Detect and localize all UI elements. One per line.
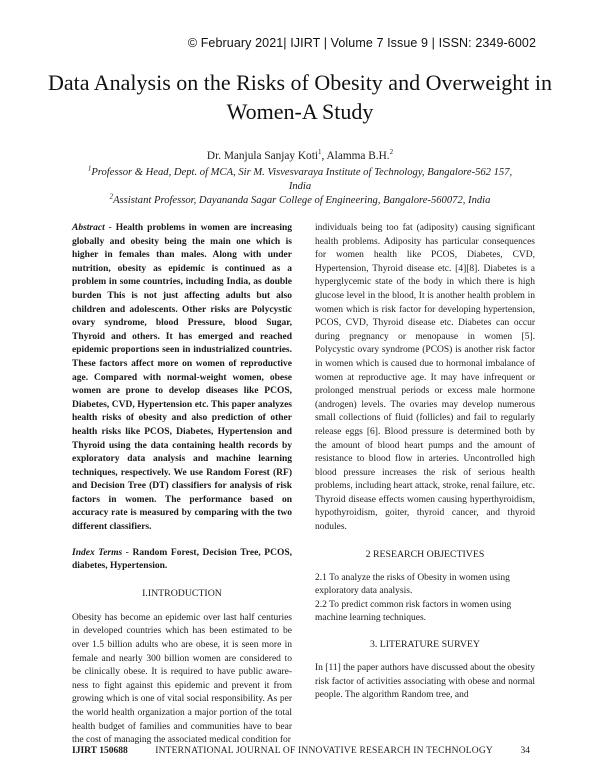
page-number: 34 <box>520 746 530 756</box>
abstract-text: Health problems in women are increasing globally and obesity being the main one which is higher in females than males. Along with under nutrition, obesity as epidemic is continued as a problem in some countries, including India, as double burden This is not just affecting adults but also children and adolescents. Other risks are Polycystic ovary syndrome, blood Pressure, blood Sugar, Thyroid and others. It has emerged and reached epidemic proportions seen in industrialized countries. These factors affect more on women of reproductive age. Compared with normal-weight women, obese women are prone to develop diseases like PCOS, Diabetes, CVD, Hypertension etc. This paper analyzes health risks of obesity and also prediction of other health risks like PCOS, Diabetes, Hypertension and Thyroid using the data containing health records by exploratory data analysis and machine learning techniques, respectively. We use Random Forest (RF) and Decision Tree (DT) classifiers for analysis of risk factors in women. The performance based on accuracy rate is measured by comparing with the two different classifiers. <box>72 223 293 533</box>
title-line-1: Data Analysis on the Risks of Obesity and Overweight in <box>47 70 553 95</box>
affiliation <box>70 194 530 208</box>
introduction-paragraph: Obesity has become an epidemic over last half centuries in developed countries which has been estimated to be over 1.5 billion adults who are obese, it is seen more in female and nearly 300 billion women are considered to be clinically obese. It is required to have public aware-ness to fight against this epidemic and prevent it from growing which is one of vital social responsibility. As per the world health organization a major portion of the total health budget of families and communities have to bear the cost of managing the associated medical condition for <box>72 612 292 746</box>
affiliation-marker: 2 <box>109 192 114 201</box>
paper-id: IJIRT 150688 <box>72 746 128 756</box>
affiliation-marker: 1 <box>317 148 322 157</box>
page-footer <box>72 746 530 756</box>
affiliation-country: India <box>288 181 312 192</box>
author-name: Alamma B.H. <box>326 150 390 162</box>
index-terms-text: Random Forest, Decision Tree, PCOS, diabetes, Hypertension. <box>72 547 293 572</box>
affiliation-text: Assistant Professor, Dayananda Sagar College of Engineering, Bangalore-560072, India <box>113 195 491 206</box>
section-heading-objectives: 2 RESEARCH OBJECTIVES <box>365 548 485 560</box>
introduction-continued: individuals being too fat (adiposity) causing significant health problems. Adiposity has particular consequences for women health like PCOS, Diabetes, CVD, Hypertension, Thyroid disease etc. [4][8]. Diabetes is a hyperglycemic state of the body in which there is high glucose level in the blood, It is another health problem in women which is risk factor for developing hypertension, PCOS, CVD, Thyroid disease etc. Diabetes can occur during pregnancy or menopause in women [5]. Polycystic ovary syndrome (PCOS) is another risk factor in women which is caused due to hormonal imbalance of women at reproductive age. It may have infrequent or prolonged menstrual periods or excess male hormone (androgen) levels. The ovaries may develop numerous small collections of fluid (follicles) and fail to regularly release eggs [6]. Blood pressure is determined both by the amount of blood heart pumps and the amount of resistance to blood flow in arteries. Uncontrolled high blood pressure increases the risk of serious health problems, including heart attack, stroke, renal failure, etc. Thyroid disease effects women causing hyperthyroidism, hypothyroidism, goiter, thyroid cancer, and thyroid nodules. <box>315 223 535 533</box>
objectives-list <box>315 572 535 626</box>
index-terms <box>72 547 292 574</box>
title-line-2: Women-A Study <box>226 99 374 124</box>
abstract-label: Abstract - <box>72 223 112 233</box>
journal-header: © February 2021| IJIRT | Volume 7 Issue 9 | ISSN: 2349-6002 <box>187 36 536 50</box>
literature-paragraph: In [11] the paper authors have discussed about the obesity risk factor of activities associating with obese and normal people. The algorithm Random tree, and <box>315 663 535 701</box>
affiliation-marker: 1 <box>87 164 92 173</box>
paper-title <box>40 68 560 126</box>
objective-item: 2.2 To predict common risk factors in women using machine learning techniques. <box>315 599 512 624</box>
affiliation <box>70 166 530 194</box>
index-terms-label: Index Terms - <box>72 547 129 558</box>
abstract <box>72 222 292 535</box>
left-column <box>72 222 292 748</box>
author-list <box>40 149 560 164</box>
author-separator: , <box>321 150 327 162</box>
right-column <box>315 222 535 703</box>
affiliation-marker: 2 <box>389 148 394 157</box>
journal-name: INTERNATIONAL JOURNAL OF INNOVATIVE RESEARCH IN TECHNOLOGY <box>155 746 493 756</box>
affiliation-text: Professor & Head, Dept. of MCA, Sir M. Visvesvaraya Institute of Technology, Bangalore-562 157, <box>91 167 513 178</box>
author-name: Dr. Manjula Sanjay Koti <box>206 150 318 162</box>
section-heading-introduction: I.INTRODUCTION <box>142 587 222 599</box>
section-heading-literature: 3. LITERATURE SURVEY <box>370 639 480 651</box>
objective-item: 2.1 To analyze the risks of Obesity in women using exploratory data analysis. <box>315 572 510 597</box>
